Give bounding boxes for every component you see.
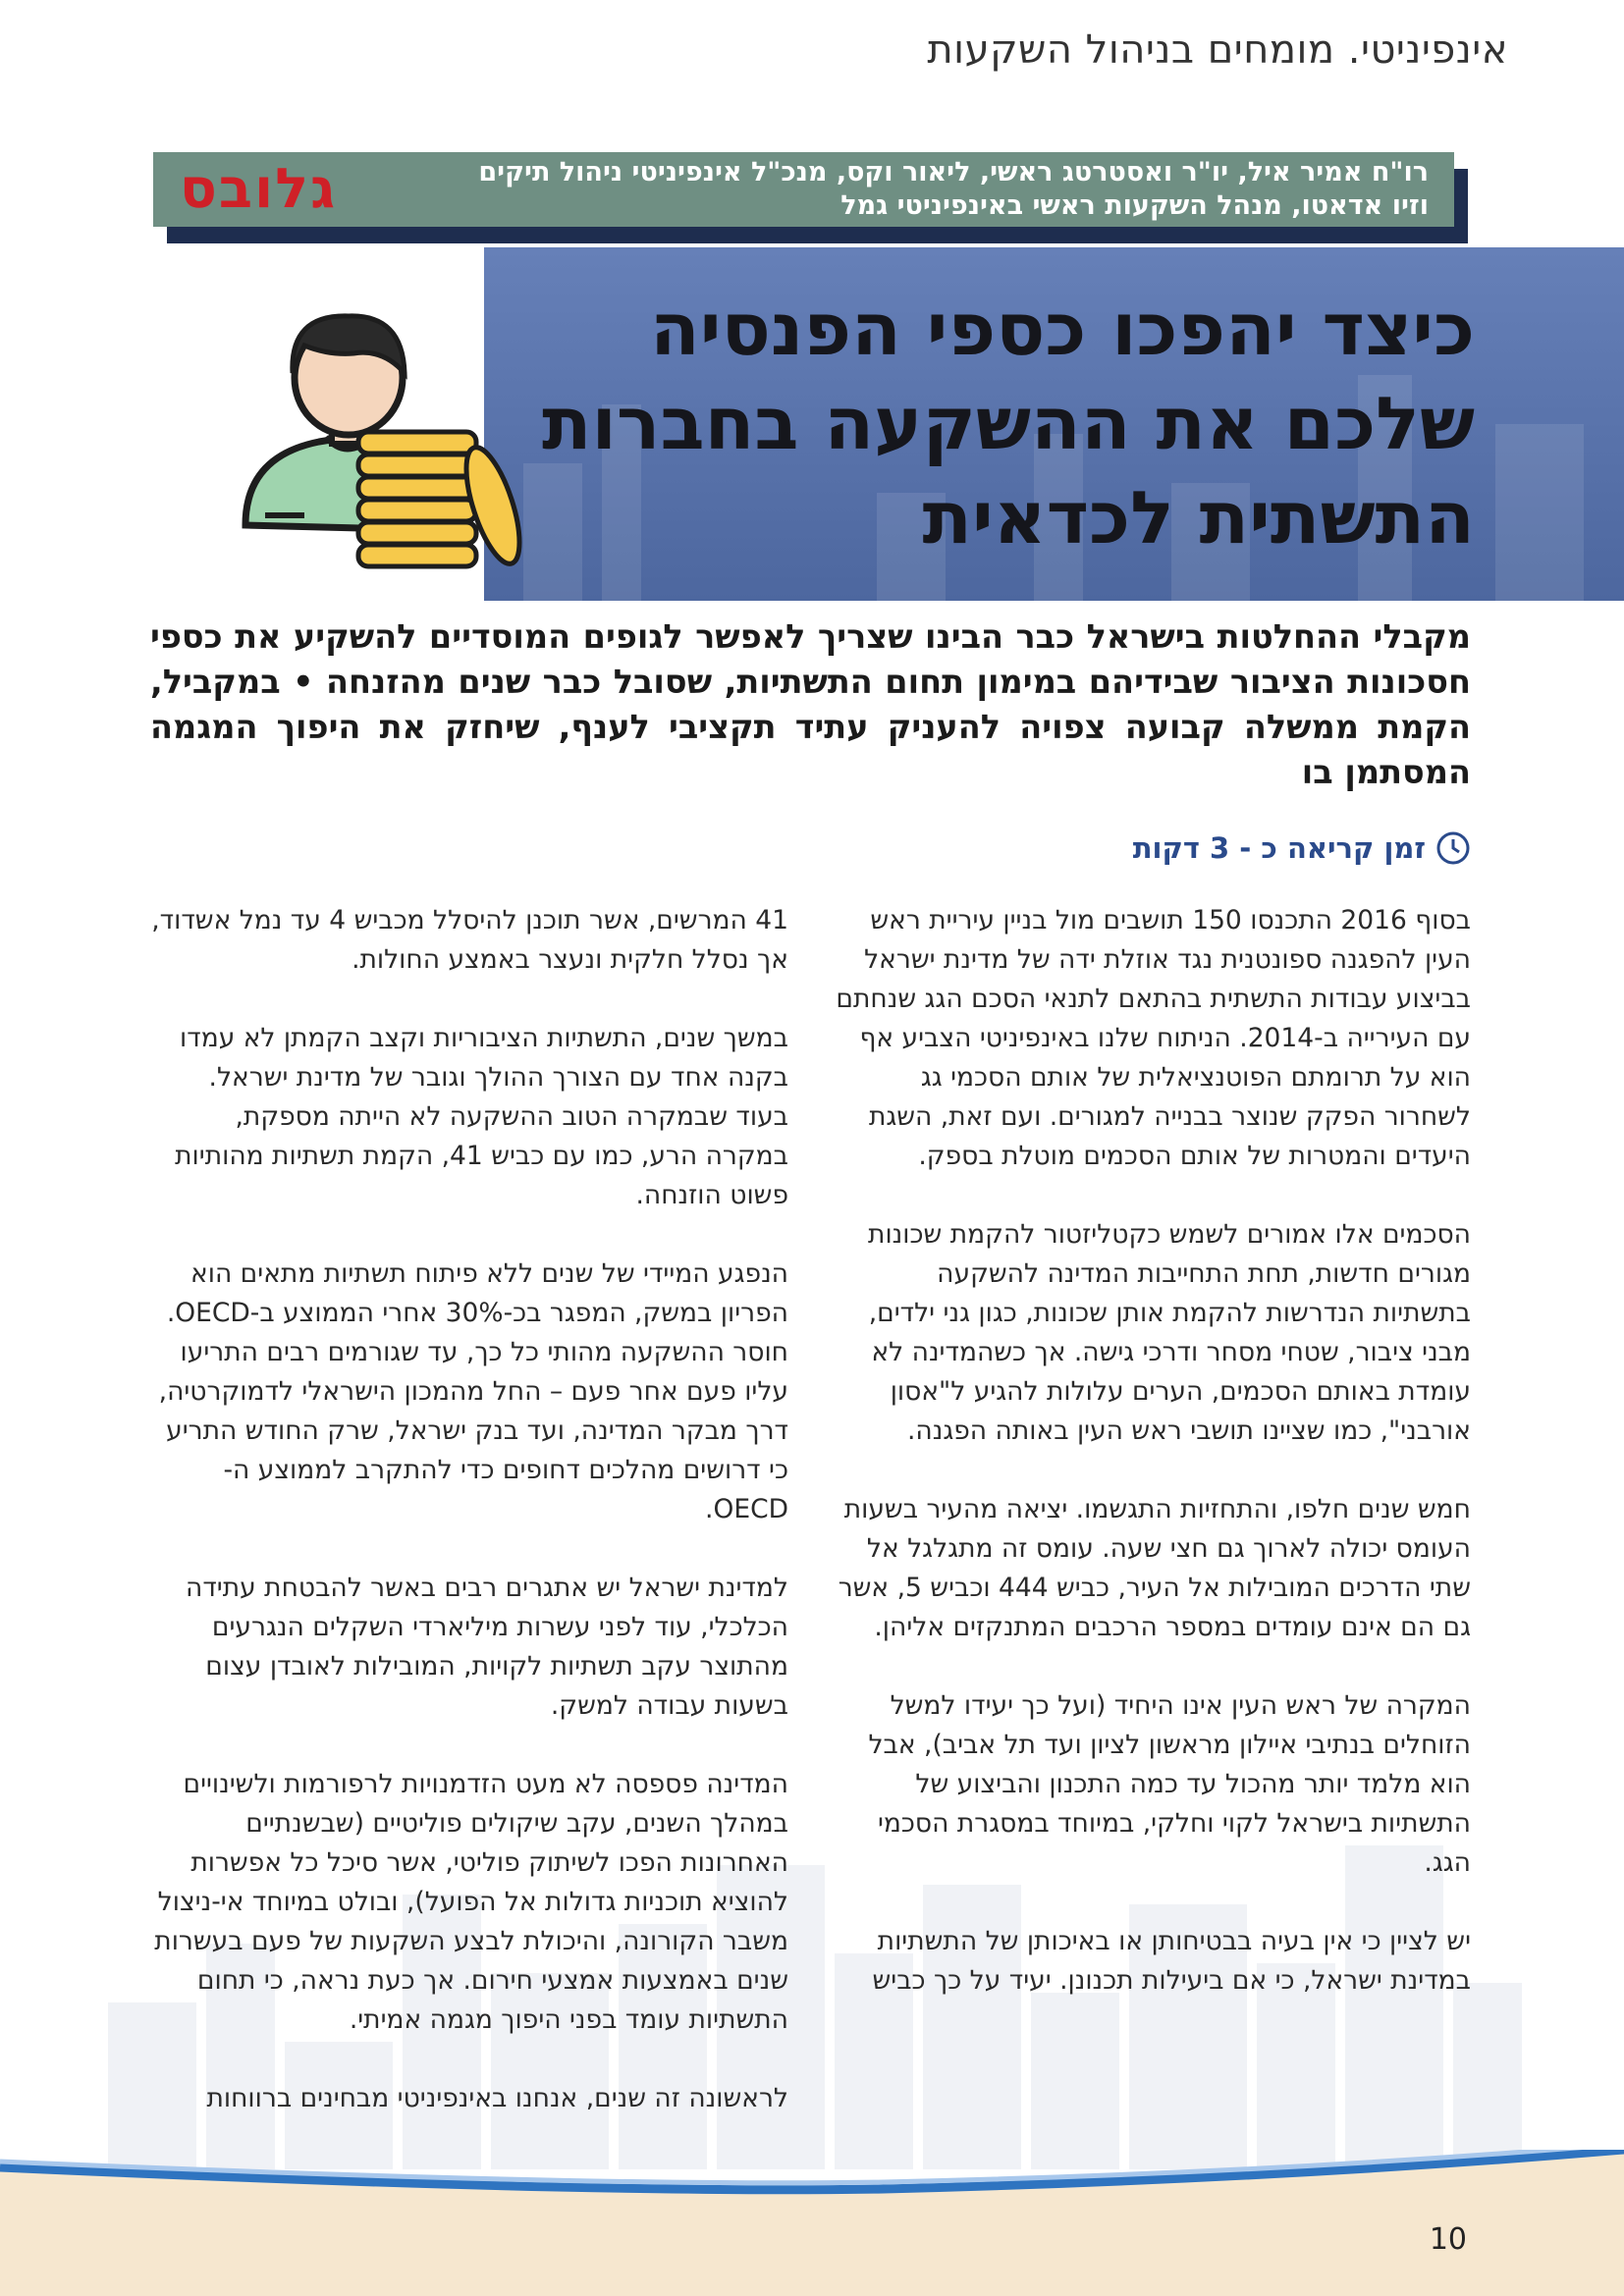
reading-time [1133,830,1471,866]
byline-line-2: וזיו אדאטו, מנהל השקעות ראשי באינפיניטי גמל [840,190,1429,221]
globes-logo: גלובס [179,157,338,221]
paragraph: הסכמים אלו אמורים לשמש כקטליזטור להקמת שכונות מגורים חדשות, תחת התחייבות המדינה להשקעה בתשתיות הנדרשות להקמת אותן שכונות, כגון גני ילדים, מבני ציבור, שטחי מסחר ודרכי גישה. אך כשהמדינה לא עומדת באותם הסכמים, הערים עלולות להגיע ל"אסון אורבני", כמו שציינו תושבי ראש העין באותה הפגנה. [868,1219,1471,1446]
page-number: 10 [1429,2222,1467,2257]
paragraph: הנפגע המיידי של שנים ללא פיתוח תשתיות מתאים הוא הפריון במשק, המפגר בכ-30% אחרי הממוצע ב-OECD. חוסר ההשקעה מהותי כל כך, עד שגורמים רבים התריעו עליו פעם אחר פעם – החל מהמכון הישראלי לדמוקרטיה, דרך מבקר המדינה, ועד בנק ישראל, שרק החודש התריע כי דרושים מהלכים דחופים כדי להתקרב לממוצע ה-OECD. [158,1258,788,1524]
article-column-left [150,901,788,2158]
article-column-right [833,901,1471,2040]
headline [493,283,1475,565]
paragraph: המדינה פספסה לא מעט הזדמנויות לרפורמות ולשינויים במהלך השנים, עקב שיקולים פוליטיים (שבשנתיים האחרונות הפכו לשיתוק פוליטי, אשר סיכל כל אפשרות להוציא תוכניות גדולות אל הפועל), ובולט במיוחד אי-ניצול משבר הקורונה, והיכולת לבצע השקעות של פעם בעשרות שנים באמצעות אמצעי חירום. אך כעת נראה, כי תחום התשתיות עומד בפני היפוך מגמה אמיתי. [154,1769,788,2035]
paragraph: לראשונה זה שנים, אנחנו באינפיניטי מבחינים ברווחות [206,2083,788,2113]
byline-line-1: רו"ח אמיר איל, יו"ר ואסטרטג ראשי, ליאור וקס, מנכ"ל אינפיניטי ניהול תיקים [478,157,1429,187]
paragraph: 41 המרשים, אשר תוכנן להיסלל מכביש 4 עד נמל אשדוד, אך נסלל חלקית ונעצר באמצע החולות. [151,905,788,975]
footer-wave [0,2150,1624,2296]
headline-line-3: התשתית לכדאית [922,476,1475,561]
lead-paragraph: מקבלי ההחלטות בישראל כבר הבינו שצריך לאפשר לגופים המוסדיים להשקיע את כספי חסכונות הציבור שבידיהם במימון תחום התשתיות, שסובל כבר שנים מהזנחה • במקביל, הקמת ממשלה קבועה צפויה להעניק עתיד תקציבי לענף, שיחזק את היפוך המגמה המסתמן בו [150,617,1471,791]
running-title: אינפיניטי. מומחים בניהול השקעות [927,27,1508,73]
reading-time-label: זמן קריאה כ - 3 דקות [1132,831,1426,865]
person-with-coins-icon [236,294,540,579]
paragraph: חמש שנים חלפו, והתחזיות התגשמו. יציאה מהעיר בשעות העומס יכולה לארוך גם חצי שעה. עומס זה מתגלגל אל שתי הדרכים המובילות אל העיר, כביש 444 וכביש 5, אשר גם הם אינם עומדים במספר הרכבים המתנקזים אליהן. [838,1494,1471,1642]
paragraph: המקרה של ראש העין אינו היחיד (ועל כך יעידו למשל הזוחלים בנתיבי איילון מראשון לציון ועד תל אביב), אבל הוא מלמד יותר מהכול עד כמה התכנון והביצוע של התשתיות בישראל לקוי וחלקי, במיוחד במסגרת הסכמי הגג. [868,1690,1471,1878]
paragraph: יש לציין כי אין בעיה בבטיחותן או באיכותן של התשתיות במדינת ישראל, כי אם ביעילות תכנונן. יעיד על כך כביש [872,1926,1471,1996]
paragraph: בסוף 2016 התכנסו 150 תושבים מול בניין עיריית ראש העין להפגנה ספונטנית נגד אוזלת ידה של מדינת ישראל בביצוע עבודות התשתית בהתאם לתנאי הסכם הגג שנחתם עם העירייה ב-2014. הניתוח שלנו באינפיניטי הצביע אף הוא על תרומתם הפוטנציאלית של אותם הסכמי גג לשחרור הפקק שנוצר בבנייה למגורים. ועם זאת, השגת היעדים והמטרות של אותם הסכמים מוטלת בספק. [836,905,1471,1171]
clock-icon [1435,830,1471,866]
paragraph: במשך שנים, התשתיות הציבוריות וקצב הקמתן לא עמדו בקנה אחד עם הצורך ההולך וגובר של מדינת ישראל. בעוד שבמקרה הטוב ההשקעה לא הייתה מספקת, במקרה הרע, כמו עם כביש 41, הקמת תשתיות מהותיות פשוט הוזנחה. [175,1023,788,1210]
headline-line-2: שלכם את ההשקעה בחברות [541,382,1475,466]
paragraph: למדינת ישראל יש אתגרים רבים באשר להבטחת עתידה הכלכלי, עוד לפני עשרות מיליארדי השקלים הנגרעים מהתוצר עקב תשתיות לקויות, המובילות לאובדן עצום בשעות עבודה למשק. [186,1573,788,1721]
headline-line-1: כיצד יהפכו כספי הפנסיה [649,288,1475,372]
